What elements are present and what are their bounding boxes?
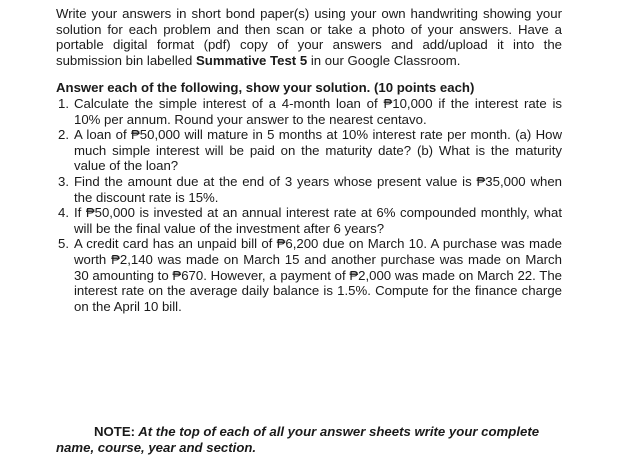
problem-number: 2.	[58, 127, 69, 143]
problem-item	[56, 174, 562, 205]
problem-number: 3.	[58, 173, 69, 189]
problem-item	[56, 127, 562, 174]
problem-number: 1.	[58, 95, 69, 111]
document-body	[56, 6, 562, 314]
problem-item	[56, 96, 562, 127]
problem-text: Calculate the simple interest of a 4-month loan of ₱10,000 if the interest rate is 10% per annum. Round your answer to the nearest centavo.	[74, 95, 562, 127]
problem-item	[56, 236, 562, 314]
problem-text: Find the amount due at the end of 3 years whose present value is ₱35,000 when the discount rate is 15%.	[74, 173, 562, 205]
submission-bin-name: Summative Test 5	[196, 52, 308, 68]
problem-list	[56, 96, 562, 314]
note-label: NOTE:	[94, 424, 136, 439]
instructions-text-end: in our Google Classroom.	[307, 52, 461, 68]
problem-number: 4.	[58, 205, 69, 221]
instructions-text: Write your answers in short bond paper(s) using your own handwriting showing your solution for each problem and then scan or take a photo of your answers. Have a portable digital format (pdf) copy of your answers and add/upload it into the submission bin labelled	[56, 6, 562, 68]
problem-item	[56, 205, 562, 236]
note-block	[56, 424, 562, 455]
problem-text: A credit card has an unpaid bill of ₱6,200 due on March 10. A purchase was made worth ₱2,140 was made on March 15 and another purchase was made on March 30 amounting to ₱670. However, a payment of ₱2,000 was made on March 22. The interest rate on the average daily balance is 1.5%. Compute for the finance charge on the April 10 bill.	[74, 236, 562, 314]
problem-number: 5.	[58, 236, 69, 252]
problem-text: A loan of ₱50,000 will mature in 5 months at 10% interest rate per month. (a) How much simple interest will be paid on the maturity date? (b) What is the maturity value of the loan?	[74, 127, 562, 174]
note-text: At the top of each of all your answer sheets write your complete name, course, year and section.	[56, 424, 540, 455]
instructions-paragraph	[56, 6, 562, 68]
section-heading: Answer each of the following, show your solution. (10 points each)	[56, 80, 475, 96]
problem-text: If ₱50,000 is invested at an annual interest rate at 6% compounded monthly, what will be the final value of the investment after 6 years?	[74, 205, 562, 236]
